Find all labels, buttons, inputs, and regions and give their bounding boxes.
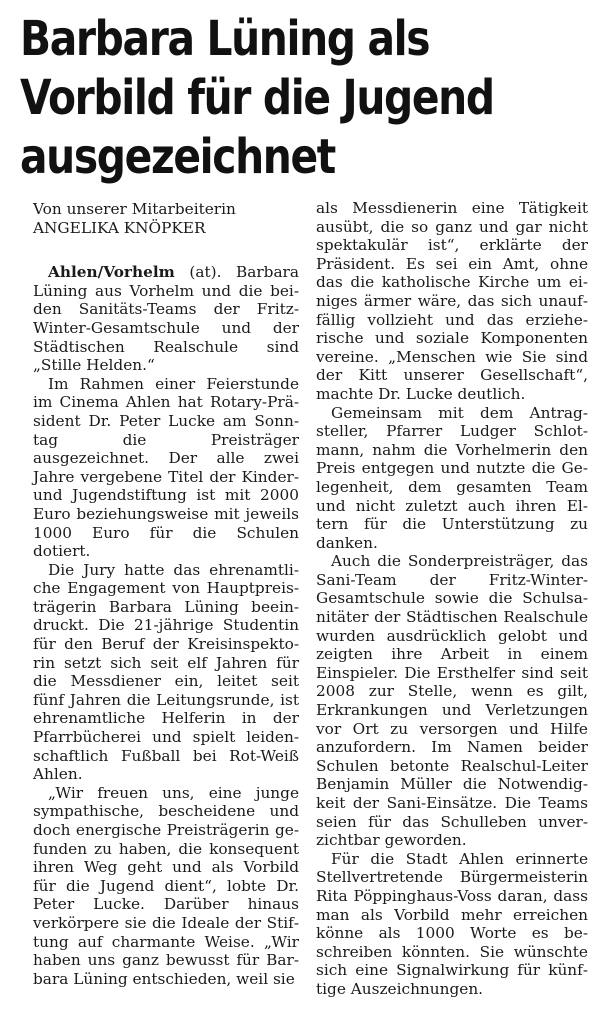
article-paragraph-continued: als Messdienerin eine Tätigkeit ausübt, die so ganz und gar nicht spektakulär ist“, erklärte der Präsident. Es sei ein Amt, ohne das die katholische Kirche um einiges ärmer wäre, das sich unauffällig vollzieht und das erzieherische und soziale Komponenten vereine. „Menschen wie Sie sind der Kitt unserer Gesellschaft“, machte Dr. Lucke deutlich. (316, 199, 588, 403)
lead-paragraph-text: (at). Barbara Lüning aus Vorhelm und die beiden Sanitäts-Teams der Fritz-Winter-Gesamtschule und der Städtischen Realschule sind „Stille Helden.“ (33, 263, 299, 375)
article-paragraph: Für die Stadt Ahlen erinnerte Stellvertretende Bürgermeisterin Rita Pöppinghaus-Voss daran, dass man als Vorbild mehr erreichen könne als 1000 Worte es beschreiben könnten. Sie wünschte sich eine Signalwirkung für künftige Auszeichnungen. (316, 849, 588, 998)
dateline: Ahlen/Vorhelm (48, 263, 175, 282)
text-column-left (33, 200, 299, 988)
article-paragraph: Die Jury hatte das ehrenamtliche Engagement von Hauptpreisträgerin Barbara Lüning beeindruckt. Die 21-jährige Studentin für den Beruf der Kreisinspektorin setzt sich seit elf Jahren für die Messdiener ein, leitet seit fünf Jahren die Leitungsrunde, ist ehrenamtliche Helferin in der Pfarrbücherei und spielt leidenschaftlich Fußball bei Rot-Weiß Ahlen. (33, 560, 299, 784)
headline-line-3: ausgezeichnet (20, 129, 335, 185)
byline (33, 200, 299, 237)
article-headline (20, 10, 513, 187)
byline-prefix: Von unserer Mitarbeiterin (33, 200, 236, 218)
article-paragraph: Im Rahmen einer Feierstunde im Cinema Ahlen hat Rotary-Präsident Dr. Peter Lucke am Sonntag die Preisträger ausgezeichnet. Der alle zwei Jahre vergebene Titel der Kinder- und Jugendstiftung ist mit 2000 Euro beziehungsweise mit jeweils 1000 Euro für die Schulen dotiert. (33, 374, 299, 561)
text-column-right (316, 199, 588, 999)
byline-author: ANGELIKA KNÖPKER (33, 218, 206, 237)
headline-line-1: Barbara Lüning als (20, 11, 430, 67)
article-paragraph: „Wir freuen uns, eine junge sympathische, bescheidene und doch energische Preisträgerin gefunden zu haben, die konsequent ihren Weg geht und als Vorbild für die Jugend dient“, lobte Dr. Peter Lucke. Darüber hinaus verkörpere sie die Ideale der Stiftung auf charmante Weise. „Wir haben uns ganz bewusst für Barbara Lüning entschieden, weil sie (33, 783, 299, 988)
headline-line-2: Vorbild für die Jugend (20, 70, 494, 126)
article-paragraph: Gemeinsam mit dem Antragsteller, Pfarrer Ludger Schlotmann, nahm die Vorhelmerin den Preis entgegen und nutzte die Gelegenheit, dem gesamten Team und nicht zuletzt auch ihren Eltern für die Unterstützung zu danken. (316, 403, 588, 552)
lead-paragraph (33, 263, 299, 375)
article-paragraph: Auch die Sonderpreisträger, das Sani-Team der Fritz-Winter-Gesamtschule sowie die Schulsanitäter der Städtischen Realschule wurden ausdrücklich gelobt und zeigten ihre Arbeit in einem Einspieler. Die Ersthelfer sind seit 2008 zur Stelle, wenn es gilt, Erkrankungen und Verletzungen vor Ort zu versorgen und Hilfe anzufordern. Im Namen beider Schulen betonte Realschul-Leiter Benjamin Müller die Notwendigkeit der Sani-Einsätze. Die Teams seien für das Schulleben unverzichtbar geworden. (316, 552, 588, 850)
